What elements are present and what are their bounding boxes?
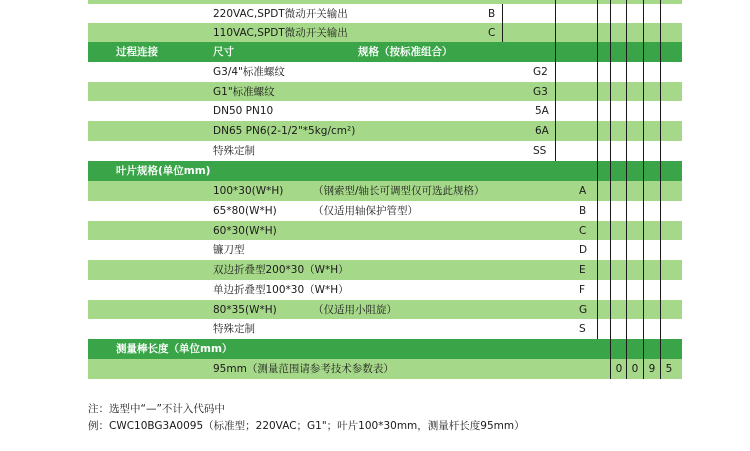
process-header-label: 过程连接 [116, 46, 158, 58]
blade-name: 镰刀型 [213, 244, 245, 256]
table-row [88, 121, 682, 141]
blade-name: 100*30(W*H) [213, 185, 284, 197]
column-divider [626, 0, 627, 379]
table-row [88, 359, 682, 379]
table-row [88, 62, 682, 82]
column-divider [610, 0, 611, 379]
table-row [88, 141, 682, 161]
rod-header-label: 测量棒长度（单位mm） [116, 343, 233, 355]
blade-name: 65*80(W*H) [213, 205, 277, 217]
blade-header-label: 叶片规格(单位mm) [116, 165, 211, 177]
table-row [88, 101, 682, 121]
process-code: G2 [533, 66, 548, 78]
blade-note: （仅适用轴保护管型） [313, 205, 418, 217]
blade-code: E [579, 264, 586, 276]
blade-code: S [579, 323, 586, 335]
table-row [88, 260, 682, 280]
blade-name: 单边折叠型100*30（W*H） [213, 284, 349, 296]
column-divider [643, 0, 644, 379]
process-code: G3 [533, 86, 548, 98]
column-divider [660, 0, 661, 379]
process-code: 5A [535, 105, 549, 117]
table-row [88, 181, 682, 201]
table-row [88, 201, 682, 221]
blade-code: A [579, 185, 587, 197]
output-code: C [488, 27, 496, 39]
blade-name: 60*30(W*H) [213, 225, 277, 237]
column-divider [555, 0, 556, 161]
table-row [88, 4, 682, 23]
blade-code: G [579, 304, 588, 316]
rod-name: 95mm（测量范围请参考技术参数表） [213, 363, 394, 375]
process-code: 6A [535, 125, 549, 137]
process-header-size: 尺寸 [213, 46, 234, 58]
column-divider [502, 4, 503, 42]
blade-name: 特殊定制 [213, 323, 255, 335]
process-name: DN50 PN10 [213, 105, 274, 117]
blade-note: （钢索型/轴长可调型仅可选此规格） [313, 185, 485, 197]
table-row [88, 23, 682, 42]
rod-digit: 5 [665, 363, 673, 375]
blade-section-header [88, 161, 682, 181]
blade-code: C [579, 225, 587, 237]
blade-code: B [579, 205, 587, 217]
process-code: SS [533, 145, 547, 157]
table-row [88, 300, 682, 319]
process-name: G1"标准螺纹 [213, 86, 275, 98]
example-line: 例：CWC10BG3A0095（标准型；220VAC；G1"；叶片100*30mm，测量杆长度95mm） [88, 420, 525, 432]
rod-digit: 0 [631, 363, 639, 375]
column-divider [597, 0, 598, 339]
rod-section-header [88, 339, 682, 359]
table-row [88, 280, 682, 300]
process-name: G3/4"标准螺纹 [213, 66, 285, 78]
table-row [88, 240, 682, 260]
table-row [88, 319, 682, 339]
blade-note: （仅适用小阻旋） [313, 304, 397, 316]
output-code: B [488, 8, 496, 20]
blade-name: 双边折叠型200*30（W*H） [213, 264, 349, 276]
table-row [88, 82, 682, 101]
rod-digit: 9 [648, 363, 656, 375]
output-name: 110VAC,SPDT微动开关输出 [213, 27, 348, 39]
rod-digit: 0 [615, 363, 623, 375]
blade-name: 80*35(W*H) [213, 304, 277, 316]
blade-code: D [579, 244, 588, 256]
output-name: 220VAC,SPDT微动开关输出 [213, 8, 348, 20]
process-section-header [88, 42, 682, 62]
blade-code: F [579, 284, 586, 296]
note-line: 注：选型中“—”不计入代码中 [88, 403, 225, 415]
table-row [88, 221, 682, 240]
process-name: DN65 PN6(2-1/2"*5kg/cm²) [213, 125, 356, 137]
process-header-spec: 规格（按标准组合） [358, 46, 453, 58]
process-name: 特殊定制 [213, 145, 255, 157]
